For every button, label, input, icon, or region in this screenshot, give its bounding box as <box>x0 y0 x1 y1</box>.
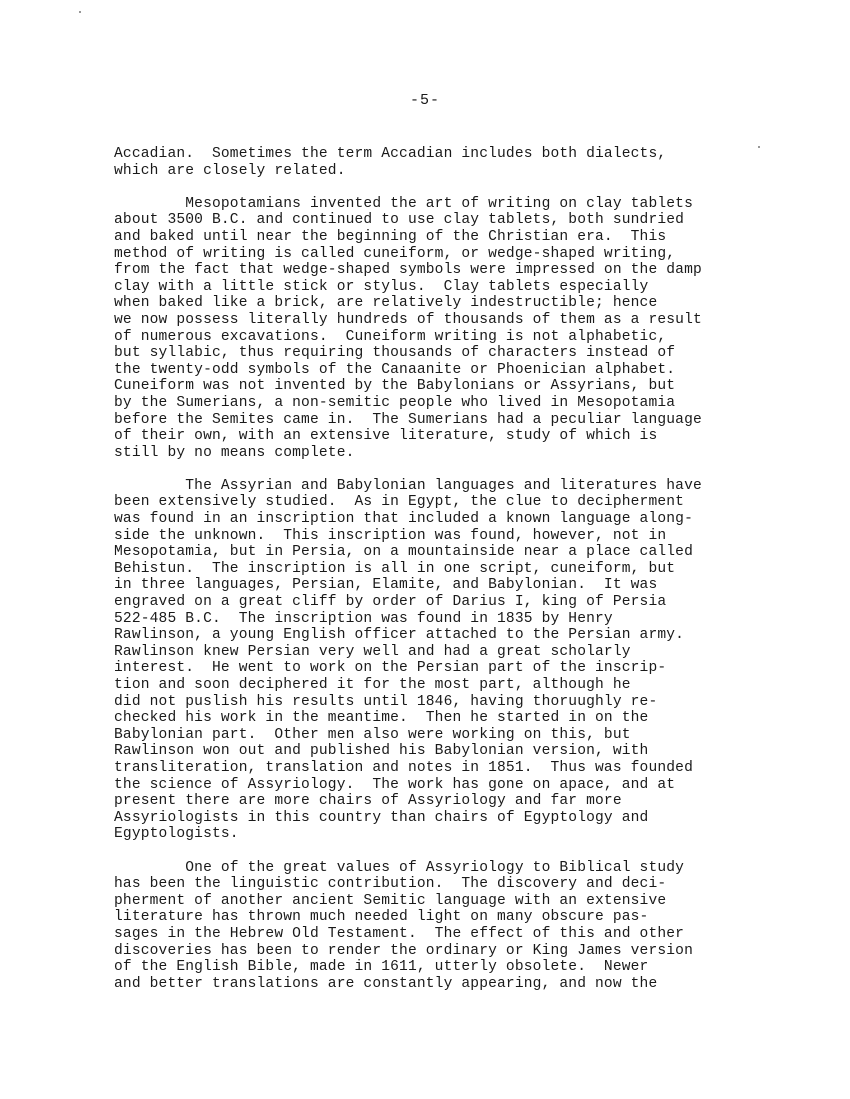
text-line: The Assyrian and Babylonian languages and literatures have <box>114 477 702 494</box>
text-line: before the Semites came in. The Sumerians had a peculiar language <box>114 411 702 428</box>
paragraph-gap <box>114 179 794 196</box>
text-line: pherment of another ancient Semitic language with an extensive <box>114 892 667 909</box>
text-line: present there are more chairs of Assyriology and far more <box>114 793 622 810</box>
text-line: Behistun. The inscription is all in one script, cuneiform, but <box>114 560 676 577</box>
paragraph-gap <box>114 843 794 860</box>
text-line: Egyptologists. <box>114 826 239 843</box>
text-line: literature has thrown much needed light on many obscure pas- <box>114 909 649 926</box>
scan-speck-mark <box>79 11 81 13</box>
text-line: in three languages, Persian, Elamite, and Babylonian. It was <box>114 577 658 594</box>
text-line: of the English Bible, made in 1611, utterly obsolete. Newer <box>114 959 649 976</box>
text-line: discoveries has been to render the ordinary or King James version <box>114 942 693 959</box>
text-line: Assyriologists in this country than chairs of Egyptology and <box>114 809 649 826</box>
text-line: Rawlinson won out and published his Babylonian version, with <box>114 743 649 760</box>
text-line: Babylonian part. Other men also were working on this, but <box>114 726 631 743</box>
text-line: and baked until near the beginning of the Christian era. This <box>114 228 667 245</box>
text-line: 522-485 B.C. The inscription was found in 1835 by Henry <box>114 610 613 627</box>
text-line: method of writing is called cuneiform, or wedge-shaped writing, <box>114 245 676 262</box>
text-line: we now possess literally hundreds of thousands of them as a result <box>114 311 702 328</box>
body-text <box>114 146 794 992</box>
text-line: Rawlinson knew Persian very well and had a great scholarly <box>114 643 631 660</box>
text-line: of their own, with an extensive literature, study of which is <box>114 428 658 445</box>
text-line: when baked like a brick, are relatively indestructible; hence <box>114 295 658 312</box>
text-line: but syllabic, thus requiring thousands of characters instead of <box>114 345 676 362</box>
text-line: tion and soon deciphered it for the most part, although he <box>114 677 631 693</box>
text-line: Rawlinson, a young English officer attached to the Persian army. <box>114 627 685 644</box>
page-number: -5- <box>409 92 440 109</box>
paragraph-gap <box>114 461 794 478</box>
text-line: interest. He went to work on the Persian part of the inscrip- <box>114 660 667 677</box>
text-line: clay with a little stick or stylus. Clay tablets especially <box>114 278 649 295</box>
text-line: still by no means complete. <box>114 444 355 461</box>
paragraph <box>114 196 794 462</box>
text-line: the science of Assyriology. The work has gone on apace, and at <box>114 776 676 793</box>
text-line: and better translations are constantly appearing, and now the <box>114 975 658 992</box>
text-line: been extensively studied. As in Egypt, the clue to decipherment <box>114 494 685 511</box>
paragraph <box>114 478 794 843</box>
paragraph <box>114 860 794 993</box>
paragraph <box>114 146 794 179</box>
text-line: which are closely related. <box>114 162 346 179</box>
text-line: Accadian. Sometimes the term Accadian includes both dialects, <box>114 146 667 162</box>
text-line: side the unknown. This inscription was found, however, not in <box>114 527 667 544</box>
text-line: One of the great values of Assyriology to Biblical study <box>114 859 685 876</box>
text-line: by the Sumerians, a non-semitic people who lived in Mesopotamia <box>114 394 676 411</box>
text-line: transliteration, translation and notes in 1851. Thus was founded <box>114 759 693 776</box>
text-line: Mesopotamia, but in Persia, on a mountainside near a place called <box>114 544 693 561</box>
text-line: from the fact that wedge-shaped symbols were impressed on the damp <box>114 262 702 279</box>
text-line: Mesopotamians invented the art of writing on clay tablets <box>114 195 693 212</box>
text-line: sages in the Hebrew Old Testament. The effect of this and other <box>114 925 685 942</box>
text-line: has been the linguistic contribution. The discovery and deci- <box>114 876 667 893</box>
text-line: of numerous excavations. Cuneiform writing is not alphabetic, <box>114 328 667 345</box>
text-line: was found in an inscription that included a known language along- <box>114 511 693 528</box>
text-line: the twenty-odd symbols of the Canaanite or Phoenician alphabet. <box>114 361 676 378</box>
text-line: about 3500 B.C. and continued to use clay tablets, both sundried <box>114 212 685 229</box>
text-line: engraved on a great cliff by order of Darius I, king of Persia <box>114 594 667 611</box>
text-line: checked his work in the meantime. Then he started in on the <box>114 710 649 727</box>
text-line: Cuneiform was not invented by the Babylonians or Assyrians, but <box>114 378 676 395</box>
text-line: did not puslish his results until 1846, having thoruughly re- <box>114 693 658 710</box>
